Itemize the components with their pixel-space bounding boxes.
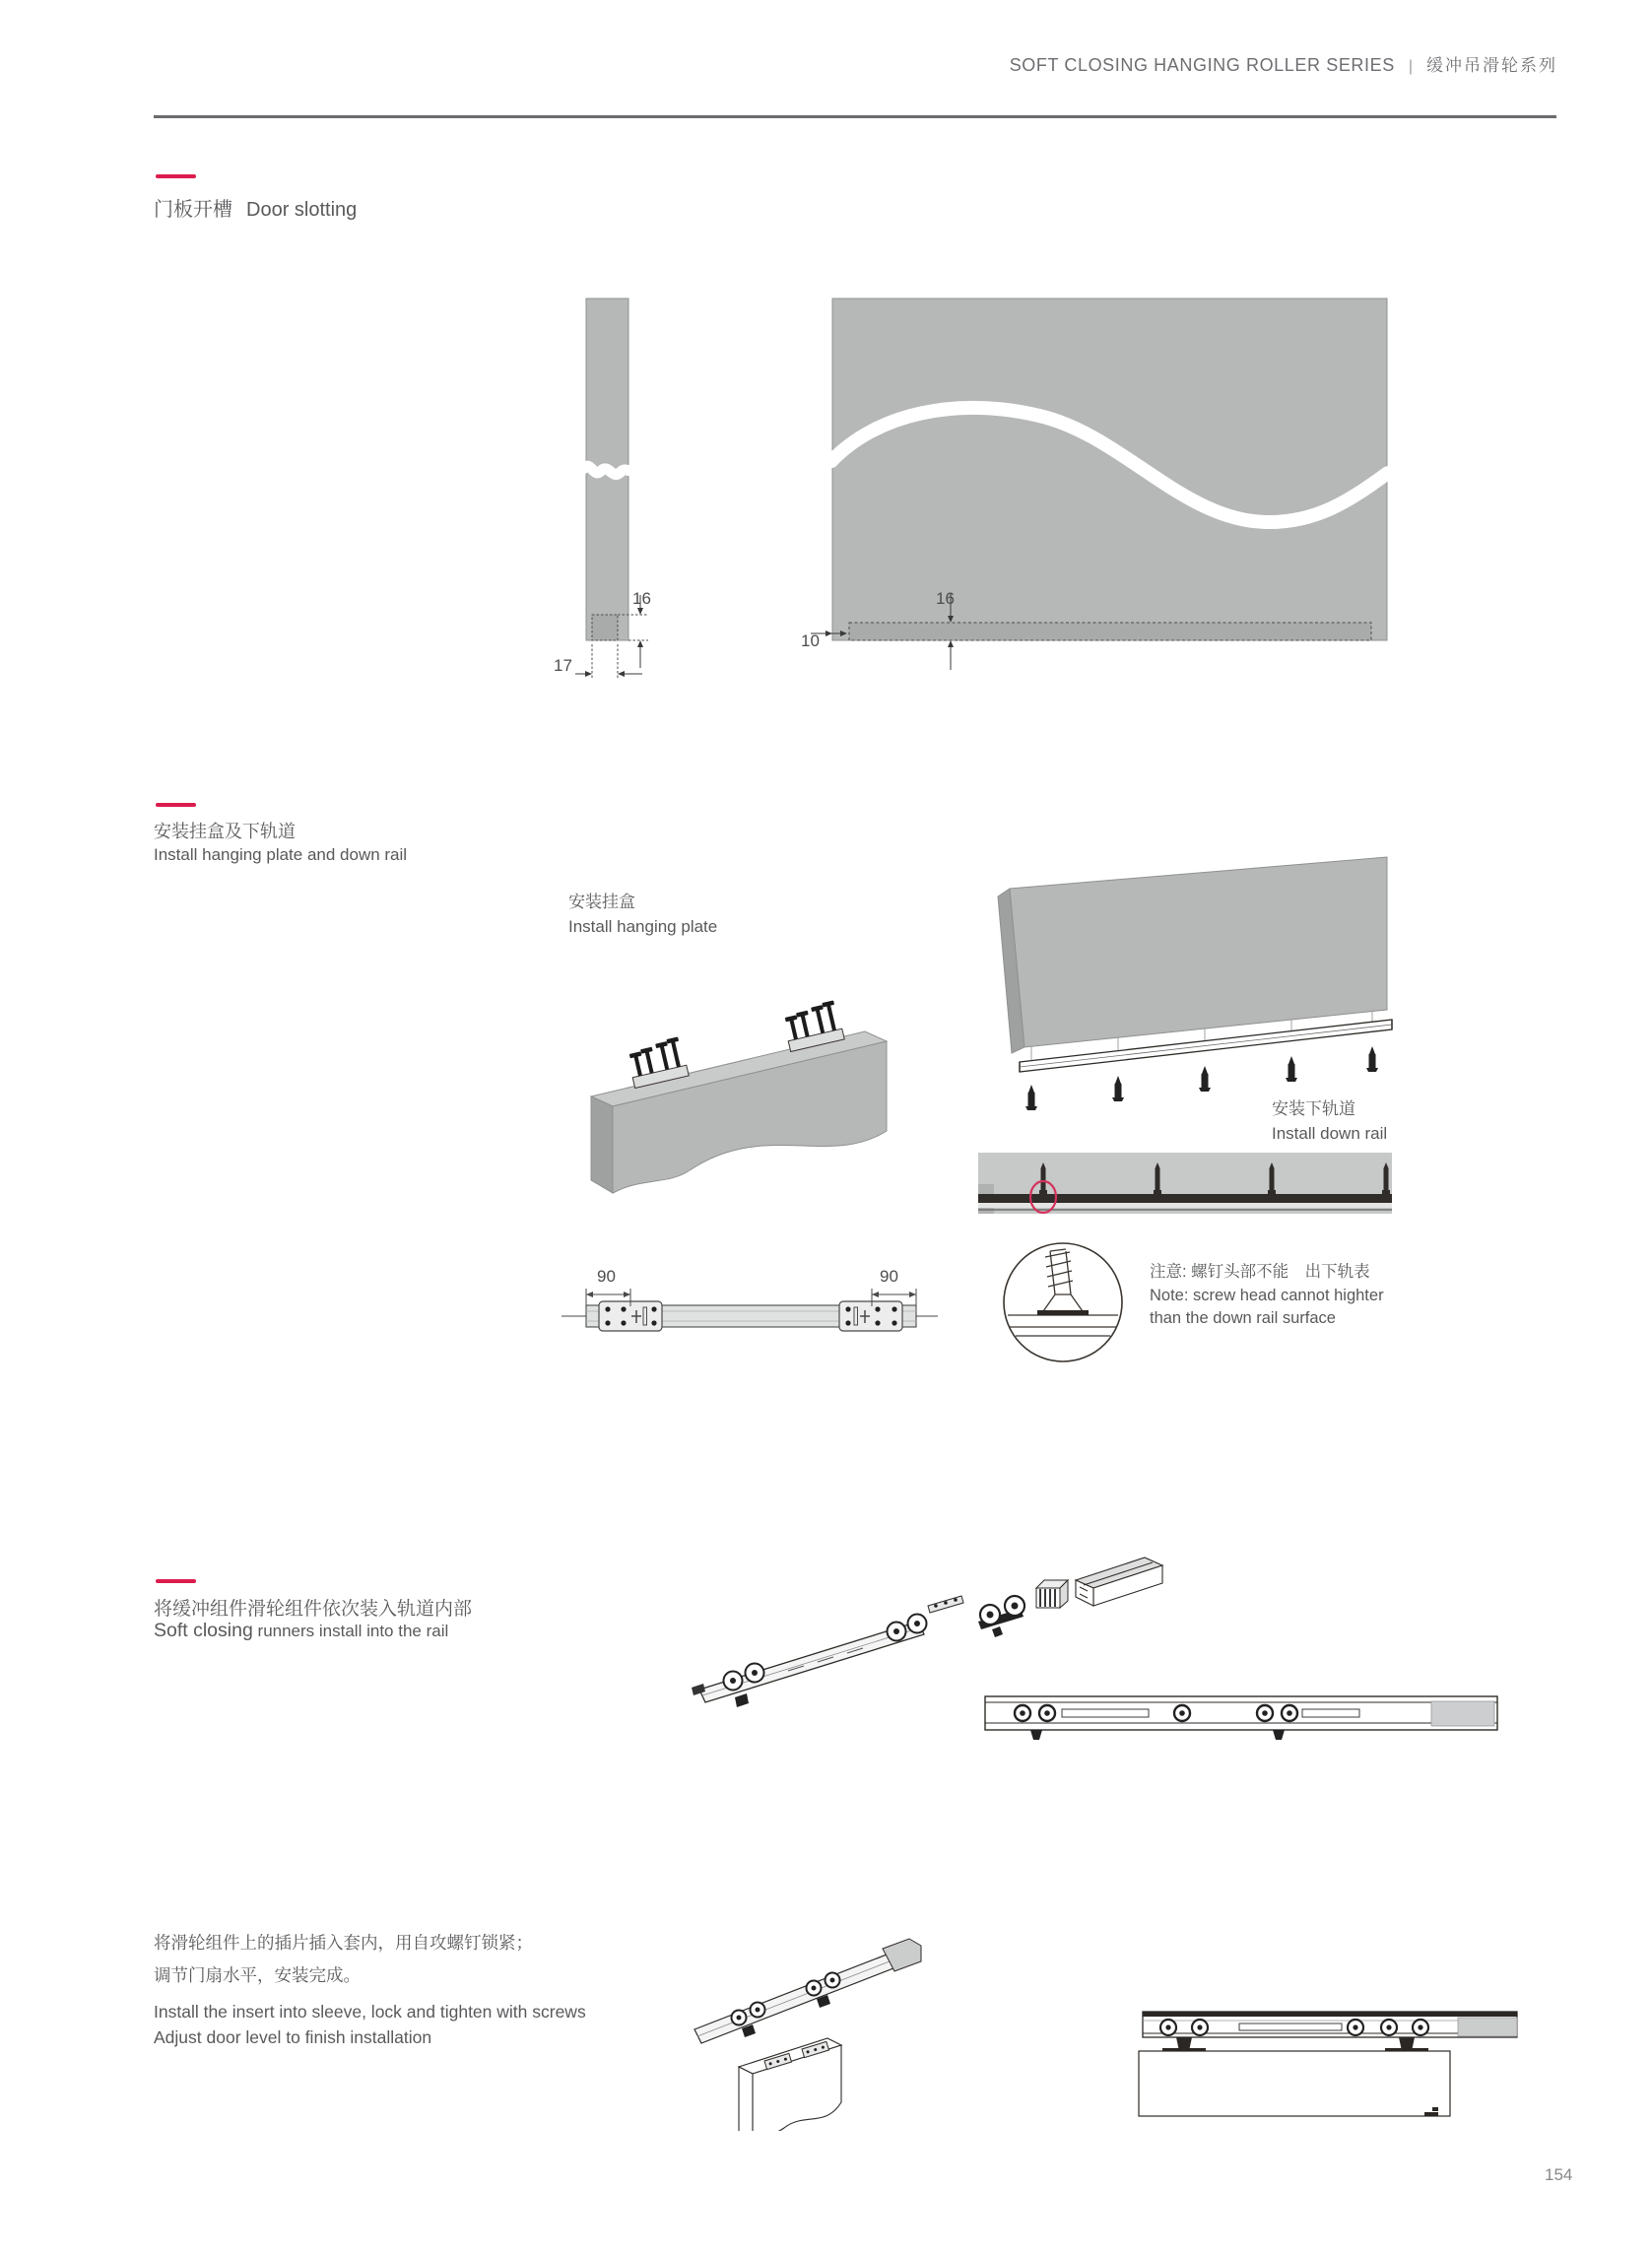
door-slotting-diagram bbox=[532, 286, 1438, 699]
section2-accent-dash bbox=[156, 803, 196, 807]
note-zh: 注意: 螺钉头部不能 出下轨表 bbox=[1150, 1263, 1370, 1281]
finish-line1-en: Install the insert into sleeve, lock and tighten with screws bbox=[154, 2002, 586, 2022]
header-title-zh: 缓冲吊滑轮系列 bbox=[1426, 56, 1557, 75]
section1-accent-dash bbox=[156, 174, 196, 178]
dim-front-slot-inset: 10 bbox=[801, 631, 820, 650]
finish-line2-en: Adjust door level to finish installation bbox=[154, 2027, 432, 2047]
rail-with-runners bbox=[694, 1939, 921, 2043]
hanging-plate-label-zh: 安装挂盒 bbox=[568, 893, 635, 911]
section3-title-en-rest: runners install into the rail bbox=[252, 1622, 449, 1640]
section2-title-en: Install hanging plate and down rail bbox=[154, 845, 408, 864]
front-slot-dashed bbox=[849, 623, 1371, 640]
dim-edge-slot-width: 17 bbox=[554, 656, 572, 675]
section3-title-zh: 将缓冲组件滑轮组件依次装入轨道内部 bbox=[154, 1599, 473, 1620]
assembled-rail bbox=[985, 1696, 1497, 1740]
finish-line2-zh: 调节门扇水平，安装完成。 bbox=[154, 1965, 361, 1985]
roller-carriage bbox=[978, 1596, 1024, 1637]
hanging-plate-3d-diagram bbox=[571, 970, 911, 1212]
screw-detail-circle bbox=[998, 1237, 1128, 1367]
section2-title-zh: 安装挂盒及下轨道 bbox=[154, 822, 296, 841]
down-rail-label-zh: 安装下轨道 bbox=[1272, 1099, 1355, 1118]
screw-note bbox=[1150, 1261, 1384, 1331]
down-rail-install-diagram bbox=[970, 842, 1394, 1128]
page-number: 154 bbox=[1545, 2165, 1573, 2184]
hanging-plate-label-en: Install hanging plate bbox=[568, 917, 718, 936]
door-section bbox=[739, 2038, 841, 2131]
dim-edge-slot-depth: 16 bbox=[632, 589, 651, 608]
section3-title-en-lead: Soft closing bbox=[154, 1620, 253, 1641]
finish-line1-zh: 将滑轮组件上的插片插入套内，用自攻螺钉锁紧； bbox=[154, 1933, 533, 1953]
section3-title-en bbox=[154, 1620, 448, 1642]
hangers bbox=[1162, 2037, 1428, 2052]
insert-plate bbox=[928, 1596, 963, 1613]
section1-title-zh: 门板开槽 bbox=[154, 199, 232, 221]
soft-closing-runner bbox=[692, 1615, 927, 1708]
section1-title-en: Door slotting bbox=[246, 199, 358, 221]
down-rail-bar bbox=[978, 1194, 1392, 1203]
note-en-line1: Note: screw head cannot highter bbox=[1150, 1286, 1384, 1304]
section3-accent-dash bbox=[156, 1579, 196, 1583]
door-attach-diagram bbox=[680, 1919, 951, 2131]
hanging-plate-strip-diagram bbox=[552, 1249, 946, 1344]
door-panel-perspective bbox=[1010, 857, 1387, 1047]
dim-front-slot-depth: 16 bbox=[936, 589, 955, 608]
door-edge-break-line bbox=[583, 466, 633, 474]
assembled-side-view bbox=[1131, 1988, 1530, 2121]
down-rail-label-en: Install down rail bbox=[1272, 1124, 1388, 1143]
dim-plate-offset-right: 90 bbox=[880, 1267, 898, 1286]
rail-side-view bbox=[1143, 2012, 1517, 2037]
sleeve-block bbox=[1036, 1580, 1068, 1608]
door-side-view bbox=[1139, 2051, 1450, 2116]
header-divider: | bbox=[1408, 58, 1413, 75]
section1-title bbox=[154, 193, 357, 222]
edge-slot-dashed bbox=[592, 615, 618, 640]
header-rule bbox=[154, 115, 1556, 118]
rail-channel bbox=[1076, 1558, 1162, 1606]
note-en-line2: than the down rail surface bbox=[1150, 1309, 1336, 1327]
runners-exploded-diagram bbox=[670, 1507, 1517, 1749]
door-front-panel bbox=[832, 298, 1387, 640]
dim-plate-offset-left: 90 bbox=[597, 1267, 616, 1286]
plate-right bbox=[839, 1301, 902, 1331]
page-header bbox=[1010, 51, 1557, 76]
down-rail-mounted-diagram bbox=[978, 1153, 1392, 1216]
header-title-en: SOFT CLOSING HANGING ROLLER SERIES bbox=[1009, 55, 1395, 75]
